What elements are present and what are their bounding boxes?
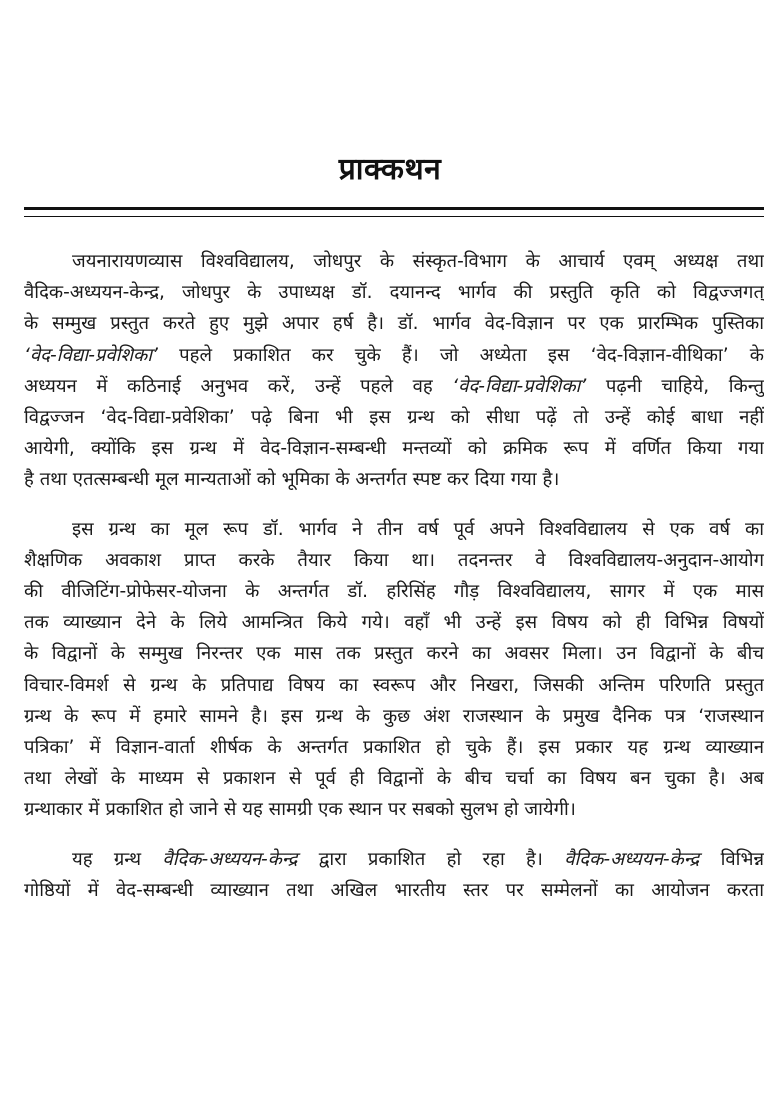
- paragraph-line: विचार-विमर्श से ग्रन्थ के प्रतिपाद्य विषय का स्वरूप और निखरा, जिसकी अन्तिम परिणति प्रस्तुत: [24, 674, 764, 696]
- paragraph-1: [24, 246, 764, 496]
- paragraph-line-text: अध्ययन में कठिनाई अनुभव करें, उन्हें पहले वह: [24, 375, 433, 397]
- paragraph-line: [24, 844, 764, 875]
- paragraph-line: आयेगी, क्योंकि इस ग्रन्थ में वेद-विज्ञान-सम्बन्धी मन्तव्यों को क्रमिक रूप में वर्णित किया गया: [24, 438, 764, 460]
- paragraph-line: के विद्वानों के सम्मुख निरन्तर एक मास तक प्रस्तुत करने का अवसर मिला। उन विद्वानों के बीच: [24, 643, 764, 665]
- body-text: [24, 246, 764, 906]
- paragraph-line-text: विभिन्न: [720, 848, 764, 870]
- title-rule-thick: [24, 207, 764, 210]
- paragraph-line: इस ग्रन्थ का मूल रूप डॉ. भार्गव ने तीन वर्ष पूर्व अपने विश्वविद्यालय से एक वर्ष का: [72, 518, 764, 540]
- italic-org-name: वैदिक-अध्ययन-केन्द्र: [564, 848, 700, 870]
- paragraph-2: [24, 514, 764, 826]
- paragraph-line: ग्रन्थाकार में प्रकाशित हो जाने से यह सामग्री एक स्थान पर सबको सुलभ हो जायेगी।: [24, 799, 576, 821]
- paragraph-line: के सम्मुख प्रस्तुत करते हुए मुझे अपार हर्ष है। डॉ. भार्गव वेद-विज्ञान पर एक प्रारम्भिक पुस्तिका: [24, 313, 764, 335]
- paragraph-line: विद्वज्जन ‘वेद-विद्या-प्रवेशिका’ पढ़े बिना भी इस ग्रन्थ को सीधा पढ़ें तो उन्हें कोई बाधा नहीं: [24, 407, 764, 429]
- title-rule-thin: [24, 216, 764, 217]
- paragraph-line: पत्रिका’ में विज्ञान-वार्ता शीर्षक के अन्तर्गत प्रकाशित हो चुके हैं। इस प्रकार यह ग्रन्थ व्याख्यान: [24, 737, 764, 759]
- italic-title: ‘वेद-विद्या-प्रवेशिका’: [452, 375, 587, 397]
- italic-org-name: वैदिक-अध्ययन-केन्द्र: [162, 848, 298, 870]
- paragraph-line: जयनारायणव्यास विश्वविद्यालय, जोधपुर के संस्कृत-विभाग के आचार्य एवम् अध्यक्ष तथा: [72, 251, 764, 272]
- italic-title: ‘वेद-विद्या-प्रवेशिका’: [24, 344, 158, 366]
- paragraph-line: की वीजिटिंग-प्रोफेसर-योजना के अन्तर्गत डॉ. हरिसिंह गौड़ विश्वविद्यालय, सागर में एक मास: [24, 581, 764, 603]
- paragraph-line-text: यह ग्रन्थ: [72, 848, 142, 870]
- paragraph-line: वैदिक-अध्ययन-केन्द्र, जोधपुर के उपाध्यक्ष डॉ. दयानन्द भार्गव की प्रस्तुति कृति को विद्वज्जगत्: [24, 282, 764, 304]
- paragraph-line-text: पढ़नी चाहिये, किन्तु: [605, 375, 764, 397]
- paragraph-line: गोष्ठियों में वेद-सम्बन्धी व्याख्यान तथा अखिल भारतीय स्तर पर सम्मेलनों का आयोजन करता: [24, 879, 764, 901]
- paragraph-3: [24, 844, 764, 906]
- paragraph-line: है तथा एतत्सम्बन्धी मूल मान्यताओं को भूमिका के अन्तर्गत स्पष्ट कर दिया गया है।: [24, 469, 560, 491]
- paragraph-line: [24, 340, 764, 371]
- paragraph-line: तथा लेखों के माध्यम से प्रकाशन से पूर्व ही विद्वानों के बीच चर्चा का विषय बन चुका है। अब: [24, 768, 764, 790]
- paragraph-line: तक व्याख्यान देने के लिये आमन्त्रित किये गये। वहाँ भी उन्हें इस विषय को ही विभिन्न विषयों: [24, 612, 764, 634]
- paragraph-line: ग्रन्थ के रूप में हमारे सामने है। इस ग्रन्थ के कुछ अंश राजस्थान के प्रमुख दैनिक पत्र ‘राजस्थान: [24, 705, 764, 727]
- paragraph-line-text: द्वारा प्रकाशित हो रहा है।: [318, 848, 543, 870]
- paragraph-line: [24, 371, 764, 402]
- paragraph-line: शैक्षणिक अवकाश प्राप्त करके तैयार किया था। तदनन्तर वे विश्वविद्यालय-अनुदान-आयोग: [24, 549, 764, 571]
- page-title: प्राक्कथन: [338, 152, 442, 187]
- paragraph-line-text: पहले प्रकाशित कर चुके हैं। जो अध्येता इस ‘वेद-विज्ञान-वीथिका’ के: [179, 344, 764, 366]
